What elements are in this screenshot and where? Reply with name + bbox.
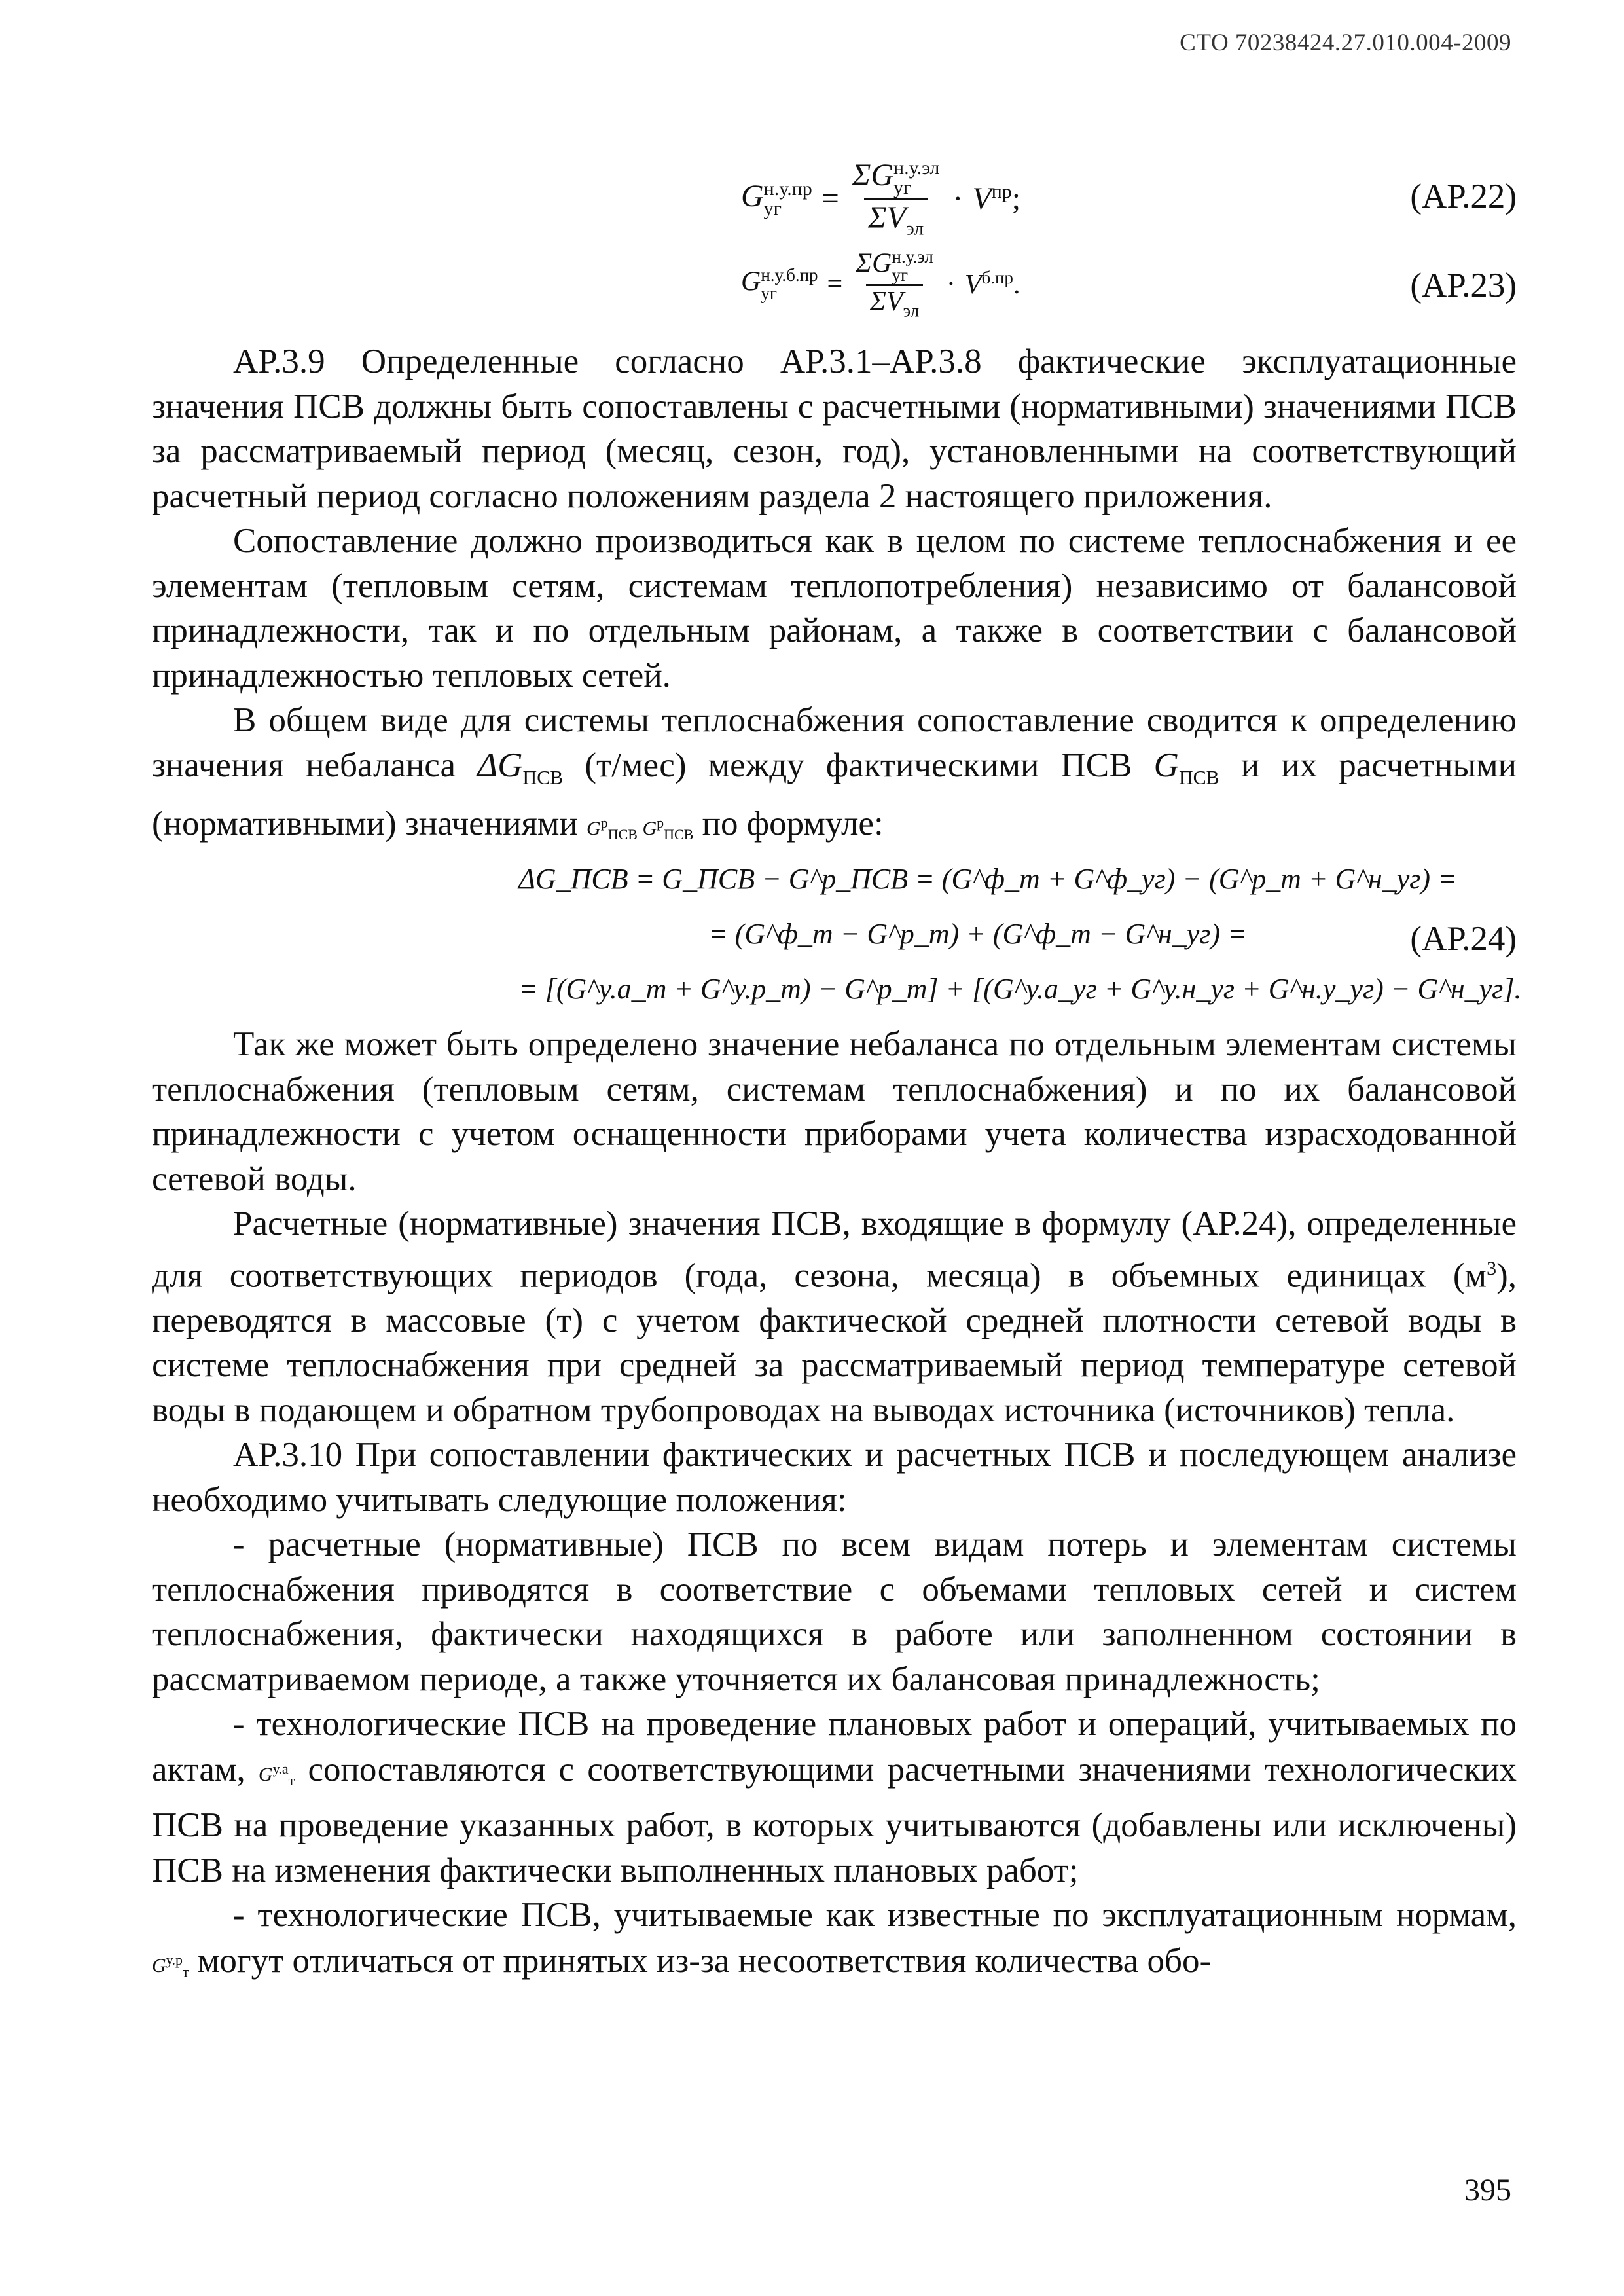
eq22-rhs: $V^{пр}$; (972, 180, 1021, 216)
eq23-fraction: ΣG н.у.эл уг $\Sigma V_{эл}$ (856, 247, 933, 321)
equation-ar24 (152, 857, 1522, 1022)
equation-ar23: G н.у.б.пр уг = ΣG н.у.эл уг $\Sigma V_{эл}$ · $V^{б.пр}$. (АР.23) (741, 247, 1517, 321)
eq23-rhs: $V^{б.пр}$. (964, 268, 1020, 301)
eq22-lhs: G н.у.пр уг (741, 178, 812, 220)
equation-tag: (АР.22) (1410, 177, 1517, 215)
eq24-line-3: = [(G^у.а_т + G^у.р_т) − G^р_т] + [(G^у.а_уг + G^у.н_уг + G^н.у_уг) − G^н_уг]. (518, 973, 1522, 1006)
paragraph-elements: Так же может быть определено значение небаланса по отдельным элементам системы теплоснабжения (тепловым сетям, системам теплоснабжения) и по их балансовой принадлежности с учетом оснащенности приборами учета количества израсходованной сетевой воды. (152, 1025, 1517, 1198)
equation-tag: (АР.23) (1410, 266, 1517, 304)
eq23-lhs: G н.у.б.пр уг (741, 265, 818, 304)
paragraph-imbalance: В общем виде для системы теплоснабжения сопоставление сводится к определению значения небаланса $\Delta G_{ПСВ}$ (т/мес) между фактическими ПСВ $G_{ПСВ}$ и их расчетными (нормативными) значениями $G^р_{ПСВ}$ $G^р_{ПСВ}$ по формуле: (152, 701, 1517, 843)
eq24-line-2: = (G^ф_т − G^р_т) + (G^ф_т − G^н_уг) = (708, 918, 1247, 951)
document-code: СТО 70238424.27.010.004-2009 (1180, 29, 1511, 56)
page-body (152, 151, 1522, 1994)
paragraph-ar-3-9: АР.3.9 Определенные согласно АР.3.1–АР.3.8 фактические эксплуатационные значения ПСВ должны быть сопоставлены с расчетными (нормативными) значениями ПСВ за рассматриваемый период (месяц, сезон, год), установленными на соответствующий расчетный период согласно положениям раздела 2 настоящего приложения. (152, 342, 1517, 515)
paragraph-comparison: Сопоставление должно производиться как в целом по системе теплоснабжения и ее элементам (тепловым сетям, системам теплопотребления) независимо от балансовой принадлежности, так и по отдельным районам, а также в соответствии с балансовой принадлежностью тепловых сетей. (152, 522, 1517, 695)
list-item: - технологические ПСВ, учитываемые как известные по эксплуатационным нормам, $G^{у.р}_т$ могут отличаться от принятых из-за несоответствия количества обо- (152, 1896, 1517, 1980)
equation-ar22: G н.у.пр уг = ΣG н.у.эл уг $\Sigma V_{эл}$ · $V^{пр}$; (АР.22) (741, 156, 1517, 240)
list-item: - технологические ПСВ на проведение плановых работ и операций, учитываемых по актам, $G^{у.а}_т$ сопоставляются с соответствующими расчетными значениями технологических ПСВ на проведение указанных работ, в которых учитываются (добавлены или исключены) ПСВ на изменения фактически выполненных плановых работ; (152, 1705, 1517, 1889)
eq24-line-1: ΔG_ПСВ = G_ПСВ − G^р_ПСВ = (G^ф_т + G^ф_уг) − (G^р_т + G^н_уг) = (518, 863, 1457, 896)
paragraph-calculated-values: Расчетные (нормативные) значения ПСВ, входящие в формулу (АР.24), определенные для соответствующих периодов (года, сезона, месяца) в объемных единицах $(м^3)$, переводятся в массовые (т) с учетом фактической средней плотности сетевой воды в системе теплоснабжения при средней за рассматриваемый период температуре сетевой воды в подающем и обратном трубопроводах на выводах источника (источников) тепла. (152, 1205, 1517, 1429)
page-number: 395 (1464, 2173, 1511, 2208)
paragraph-ar-3-10: АР.3.10 При сопоставлении фактических и расчетных ПСВ и последующем анализе необходимо учитывать следующие положения: (152, 1436, 1517, 1519)
list-item: - расчетные (нормативные) ПСВ по всем видам потерь и элементам системы теплоснабжения приводятся в соответствие с объемами тепловых сетей и систем теплоснабжения, фактически находящихся в работе или заполненном состоянии в рассматриваемом периоде, а также уточняется их балансовая принадлежность; (152, 1525, 1517, 1698)
eq22-fraction: ΣG н.у.эл уг $\Sigma V_{эл}$ (852, 156, 940, 240)
equation-tag: (АР.24) (1410, 920, 1517, 958)
